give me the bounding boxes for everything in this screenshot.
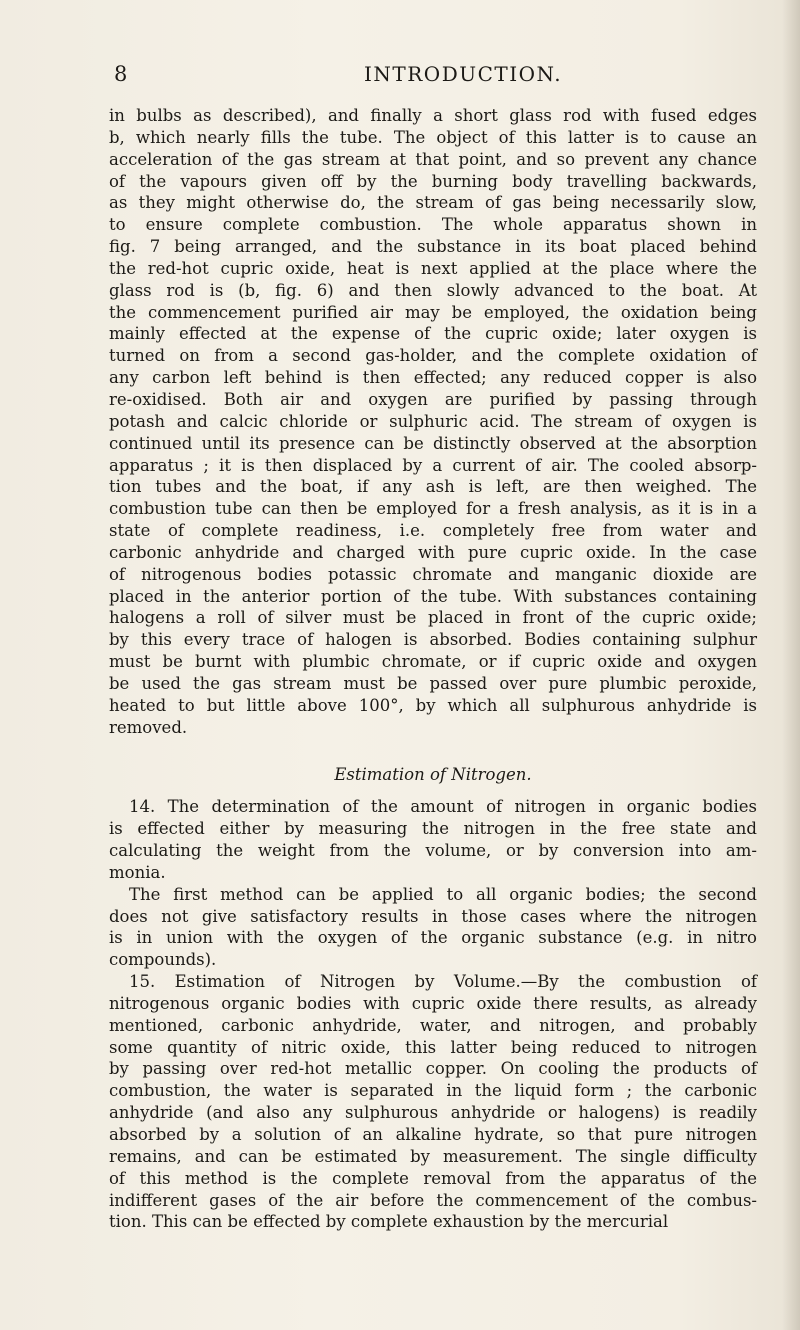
text-line: 14. The determination of the amount of nitrogen in organic bodies xyxy=(129,797,757,817)
page-header xyxy=(106,62,756,90)
text-line: monia. xyxy=(109,862,166,882)
text-line: anhydride (and also any sulphurous anhydride or halogens) is readily xyxy=(109,1103,757,1123)
text-line: of the vapours given off by the burning body travelling backwards, xyxy=(109,171,757,191)
text-line: combustion, the water is separated in the liquid form ; the carbonic xyxy=(109,1081,757,1101)
text-line: removed. xyxy=(109,717,188,737)
paragraph-15 xyxy=(109,971,757,1233)
text-line: of nitrogenous bodies potassic chromate and manganic dioxide are xyxy=(109,564,757,584)
text-line: of this method is the complete removal from the apparatus of the xyxy=(109,1168,757,1188)
text-line: carbonic anhydride and charged with pure cupric oxide. In the case xyxy=(109,542,757,562)
text-line: turned on from a second gas-holder, and the complete oxidation of xyxy=(109,346,757,366)
page-edge-shadow xyxy=(782,0,800,1330)
text-line: any carbon left behind is then effected; any reduced copper is also xyxy=(109,368,757,388)
running-head: INTRODUCTION. xyxy=(364,62,563,86)
text-line: placed in the anterior portion of the tube. With substances containing xyxy=(109,586,757,606)
text-line: continued until its presence can be distinctly observed at the absorption xyxy=(109,433,757,453)
body-text xyxy=(109,105,757,1233)
paragraph-combustion-procedure xyxy=(109,105,757,738)
text-line: nitrogenous organic bodies with cupric oxide there results, as already xyxy=(109,993,757,1013)
text-line: to ensure complete combustion. The whole apparatus shown in xyxy=(109,215,757,235)
text-line: calculating the weight from the volume, or by conversion into am- xyxy=(109,841,757,860)
text-line: is effected either by measuring the nitrogen in the free state and xyxy=(109,819,757,839)
paragraph-first-method xyxy=(109,884,757,971)
text-line: does not give satisfactory results in those cases where the nitrogen xyxy=(109,906,757,926)
text-line: some quantity of nitric oxide, this latter being reduced to nitrogen xyxy=(109,1037,757,1057)
text-line: 15. Estimation of Nitrogen by Volume.—By the combustion of xyxy=(129,972,757,992)
text-line: must be burnt with plumbic chromate, or if cupric oxide and oxygen xyxy=(109,652,757,672)
spacer xyxy=(109,738,757,760)
text-line: glass rod is (b, fig. 6) and then slowly advanced to the boat. At xyxy=(109,280,757,300)
text-line: indifferent gases of the air before the commencement of the combus- xyxy=(109,1190,757,1210)
text-line: combustion tube can then be employed for a fresh analysis, as it is in a xyxy=(109,499,757,519)
text-line: the red-hot cupric oxide, heat is next applied at the place where the xyxy=(109,258,757,278)
text-line: fig. 7 being arranged, and the substance in its boat placed behind xyxy=(109,237,757,257)
text-line: halogens a roll of silver must be placed in front of the cupric oxide; xyxy=(109,608,757,628)
section-heading: Estimation of Nitrogen. xyxy=(334,765,532,785)
text-line: tion. This can be effected by complete exhaustion by the mercurial xyxy=(109,1212,669,1232)
text-line: mainly effected at the expense of the cupric oxide; later oxygen is xyxy=(109,324,757,344)
text-line: by passing over red-hot metallic copper. On cooling the products of xyxy=(109,1059,757,1079)
text-line: b, which nearly fills the tube. The object of this latter is to cause an xyxy=(109,127,757,147)
text-line: The first method can be applied to all organic bodies; the second xyxy=(129,884,757,904)
text-line: remains, and can be estimated by measurement. The single difficulty xyxy=(109,1146,757,1166)
text-line: absorbed by a solution of an alkaline hydrate, so that pure nitrogen xyxy=(109,1124,757,1144)
text-line: apparatus ; it is then displaced by a current of air. The cooled absorp- xyxy=(109,455,757,475)
text-line: in bulbs as described), and finally a short glass rod with fused edges xyxy=(109,106,757,125)
text-line: acceleration of the gas stream at that point, and so prevent any chance xyxy=(109,149,757,169)
text-line: is in union with the oxygen of the organic substance (e.g. in nitro xyxy=(109,928,757,948)
text-line: re-oxidised. Both air and oxygen are purified by passing through xyxy=(109,389,757,409)
text-line: heated to but little above 100°, by which all sulphurous anhydride is xyxy=(109,695,757,715)
text-line: compounds). xyxy=(109,950,217,970)
text-line: be used the gas stream must be passed over pure plumbic peroxide, xyxy=(109,673,757,693)
text-line: state of complete readiness, i.e. completely free from water and xyxy=(109,521,757,541)
page-number: 8 xyxy=(114,62,128,86)
text-line: tion tubes and the boat, if any ash is left, are then weighed. The xyxy=(109,477,757,497)
text-line: potash and calcic chloride or sulphuric acid. The stream of oxygen is xyxy=(109,411,757,431)
text-line: mentioned, carbonic anhydride, water, and nitrogen, and probably xyxy=(109,1015,757,1035)
paragraph-14 xyxy=(109,796,757,883)
text-line: by this every trace of halogen is absorbed. Bodies containing sulphur xyxy=(109,630,757,650)
text-line: the commencement purified air may be employed, the oxidation being xyxy=(109,302,757,322)
text-line: as they might otherwise do, the stream of gas being necessarily slow, xyxy=(109,193,757,213)
